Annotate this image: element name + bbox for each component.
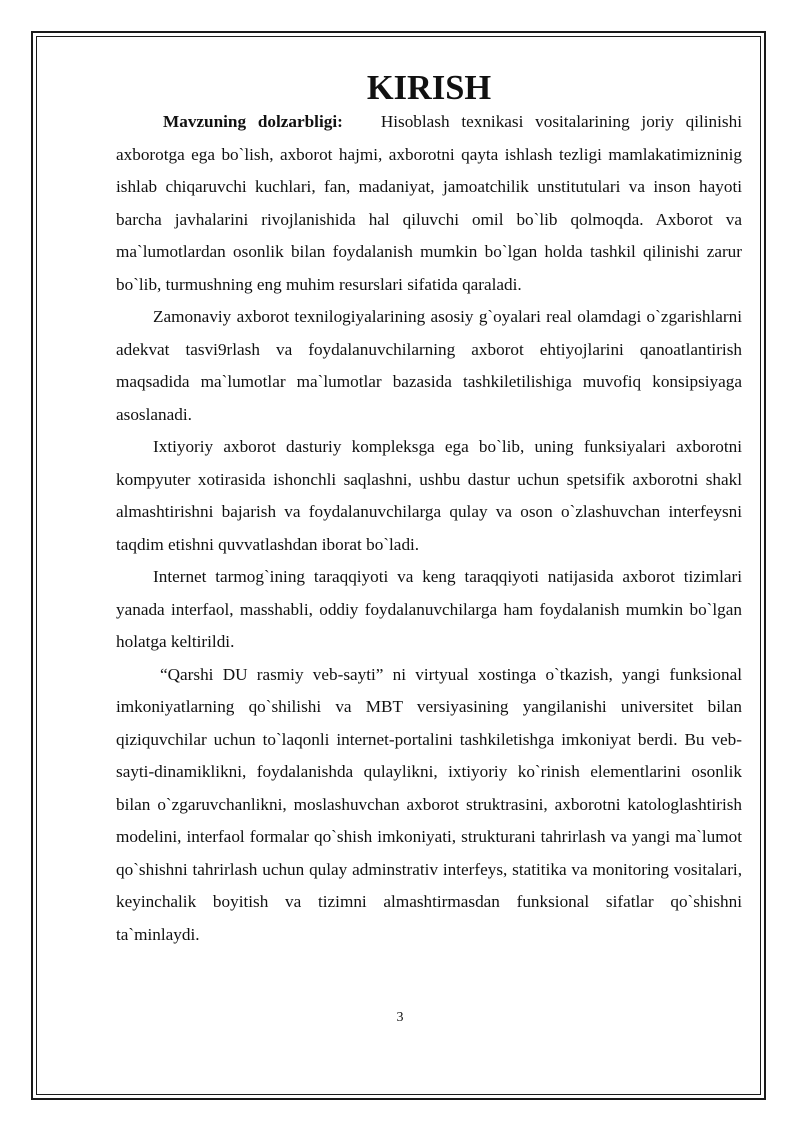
lead-label: Mavzuning dolzarbligi:: [163, 112, 343, 131]
paragraph-1: [116, 106, 742, 301]
paragraph-5: “Qarshi DU rasmiy veb-sayti” ni virtyual xostinga o`tkazish, yangi funksional imkoniyatlarning qo`shilishi va MBT versiyasining yangilanishi universitet bilan qiziquvchilar uchun to`laqonli internet-portalini tashkiletishga imkoniyat berdi. Bu veb-sayti-dinamiklikni, foydalanishda qulaylikni, ixtiyoriy ko`rinish elementlarini osonlik bilan o`zgaruvchanlikni, moslashuvchan axborot struktrasini, axborotni katologlashtirish modelini, interfaol formalar qo`shish imkoniyati, strukturani tahrirlash va yangi ma`lumot qo`shishni tahrirlash uchun qulay adminstrativ interfeys, statitika va monitoring vositalari, keyinchalik boyitish va tizimni almashtirmasdan funksional sifatlar qo`shishni ta`minlaydi.: [116, 664, 742, 944]
page-number: 3: [396, 1010, 404, 1025]
paragraph-4: Internet tarmog`ining taraqqiyoti va keng taraqqiyoti natijasida axborot tizimlari yanada interfaol, masshabli, oddiy foydalanuvchilarga ham foydalanish mumkin bo`lgan holatga keltirildi.: [116, 567, 742, 651]
document-body: [116, 69, 742, 951]
paragraph-2: Zamonaviy axborot texnilogiyalarining asosiy g`oyalari real olamdagi o`zgarishlarni adekvat tasvi9rlash va foydalanuvchilarning axborot ehtiyojlarini qanoatlantirish maqsadida ma`lumotlar ma`lumotlar bazasida tashkiletilishiga muvofiq konsipsiyaga asoslanadi.: [116, 307, 742, 424]
section-title: KIRISH: [366, 69, 492, 107]
paragraph-3: Ixtiyoriy axborot dasturiy kompleksga ega bo`lib, uning funksiyalari axborotni kompyuter xotirasida ishonchli saqlashni, ushbu dastur uchun spetsifik axborotni shakl almashtirishni bajarish va foydalanuvchilarga qulay va oson o`zlashuvchan interfeysni taqdim etishni quvvatlashdan iborat bo`ladi.: [116, 437, 742, 554]
paragraph-1-text: Hisoblash texnikasi vositalarining joriy qilinishi axborotga ega bo`lish, axborot hajmi, axborotni qayta ishlash tezligi mamlakatimizninig ishlab chiqaruvchi kuchlari, fan, madaniyat, jamoatchilik unstitutulari va inson hayoti barcha javhalarini rivojlanishida hal qiluvchi omil bo`lib qolmoqda. Axborot va ma`lumotlardan osonlik bilan foydalanish mumkin bo`lgan holda tashkil qilinishi zarur bo`lib, turmushning eng muhim resurslari sifatida qaraladi.: [116, 112, 742, 294]
